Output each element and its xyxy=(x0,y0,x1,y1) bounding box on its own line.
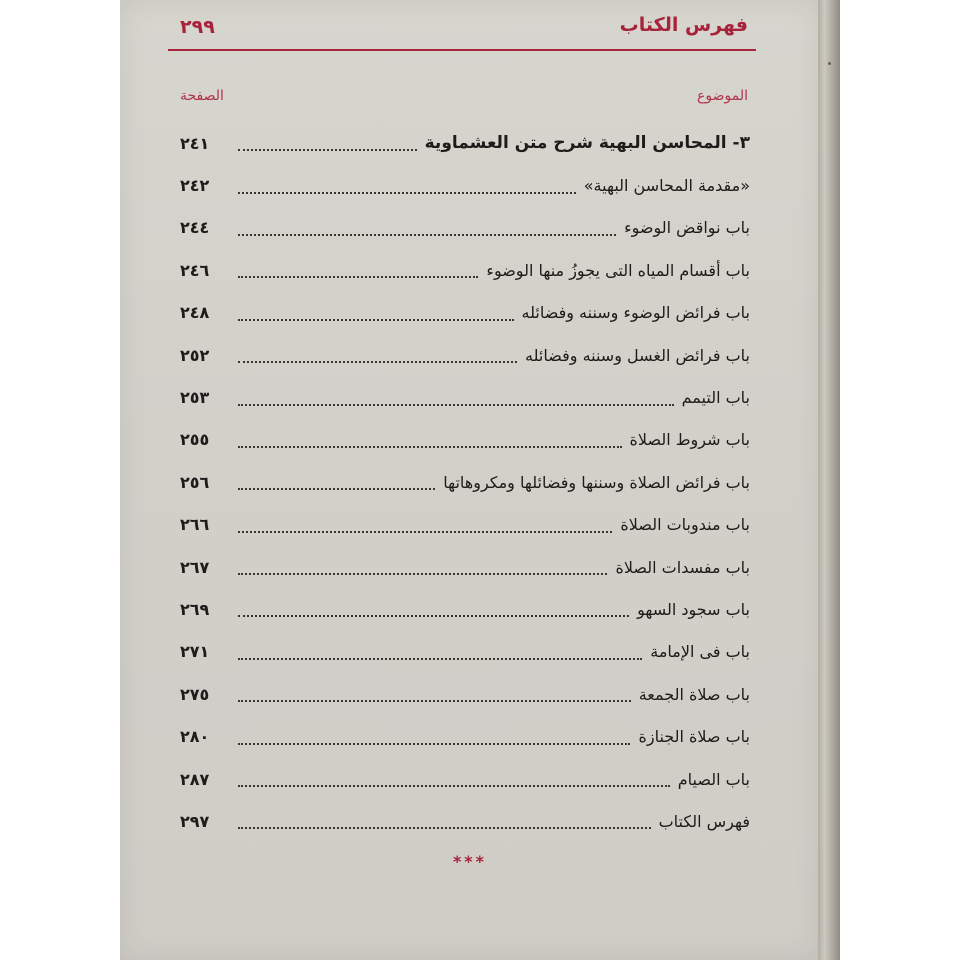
toc-entry xyxy=(180,504,750,546)
toc-entry xyxy=(180,292,750,334)
dot-leader xyxy=(238,192,576,194)
toc-entry xyxy=(180,800,750,842)
book-page xyxy=(120,0,820,960)
toc-entry-page: ٢٤٢ xyxy=(180,176,210,196)
toc-entry xyxy=(180,546,750,588)
toc-entry-title: باب فرائض الوضوء وسننه وفضائله xyxy=(521,303,750,323)
header-divider xyxy=(168,49,756,51)
dot-leader xyxy=(238,615,629,617)
toc-entry-title: ٣- المحاسن البهية شرح متن العشماوية xyxy=(424,133,750,154)
toc-entry-page: ٢٦٧ xyxy=(180,557,210,577)
table-of-contents xyxy=(180,122,750,843)
toc-entry xyxy=(180,673,750,715)
toc-entry-page: ٢٨٧ xyxy=(180,769,210,789)
toc-entry xyxy=(180,249,750,291)
toc-entry-title: باب سجود السهو xyxy=(637,599,750,619)
dot-leader xyxy=(238,276,478,278)
dot-leader xyxy=(238,446,622,448)
toc-entry-page: ٢٥٥ xyxy=(180,430,210,450)
toc-entry-page: ٢٥٦ xyxy=(180,472,210,492)
toc-entry xyxy=(180,334,750,376)
toc-entry-page: ٢٧٥ xyxy=(180,684,210,704)
toc-entry xyxy=(180,758,750,800)
toc-entry xyxy=(180,588,750,630)
page-speck xyxy=(828,62,831,65)
dot-leader xyxy=(238,234,616,236)
running-header-title: فهرس الكتاب xyxy=(619,14,748,36)
dot-leader xyxy=(238,404,674,406)
toc-entry-page: ٢٦٩ xyxy=(180,599,210,619)
toc-entry-title: باب مفسدات الصلاة xyxy=(615,557,750,577)
dot-leader xyxy=(238,531,612,533)
column-heading-subject: الموضوع xyxy=(697,88,748,104)
toc-entry-page: ٢٤١ xyxy=(180,133,210,153)
toc-entry-title: فهرس الكتاب xyxy=(658,811,750,831)
toc-entry xyxy=(180,376,750,418)
dot-leader xyxy=(238,785,670,787)
dot-leader xyxy=(238,488,435,490)
toc-entry-page: ٢٦٦ xyxy=(180,515,210,535)
toc-entry-page: ٢٧١ xyxy=(180,642,210,662)
toc-entry-page: ٢٤٤ xyxy=(180,218,210,238)
toc-entry-title: باب صلاة الجمعة xyxy=(638,684,750,704)
running-header-page-number: ٢٩٩ xyxy=(180,16,215,38)
toc-entry-title: باب التيمم xyxy=(681,388,750,408)
dot-leader xyxy=(238,658,642,660)
dot-leader xyxy=(238,149,417,151)
end-ornament: *** xyxy=(452,852,488,871)
page-edge-shadow xyxy=(818,0,840,960)
toc-entry xyxy=(180,122,750,164)
toc-entry xyxy=(180,419,750,461)
toc-entry xyxy=(180,715,750,757)
toc-entry-title: باب الصيام xyxy=(677,769,750,789)
toc-entry-page: ٢٩٧ xyxy=(180,811,210,831)
toc-entry-page: ٢٨٠ xyxy=(180,727,210,747)
toc-entry-page: ٢٥٢ xyxy=(180,345,210,365)
toc-entry-title: باب صلاة الجنازة xyxy=(638,727,750,747)
dot-leader xyxy=(238,319,514,321)
toc-entry-title: باب فرائض الصلاة وسننها وفضائلها ومكروهاتها xyxy=(443,472,750,492)
dot-leader xyxy=(238,573,607,575)
toc-entry-title: باب أقسام المياه التى يجوزُ منها الوضوء xyxy=(486,260,750,280)
toc-entry xyxy=(180,631,750,673)
dot-leader xyxy=(238,361,517,363)
toc-entry-page: ٢٤٨ xyxy=(180,303,210,323)
toc-entry xyxy=(180,461,750,503)
toc-entry-title: باب نواقض الوضوء xyxy=(624,218,750,238)
toc-entry-page: ٢٤٦ xyxy=(180,260,210,280)
toc-entry-page: ٢٥٣ xyxy=(180,388,210,408)
toc-entry-title: باب شروط الصلاة xyxy=(629,430,750,450)
dot-leader xyxy=(238,700,631,702)
toc-entry xyxy=(180,164,750,206)
dot-leader xyxy=(238,743,630,745)
column-heading-page: الصفحة xyxy=(180,88,224,104)
toc-entry-title: باب مندوبات الصلاة xyxy=(620,515,750,535)
toc-entry xyxy=(180,207,750,249)
toc-entry-title: «مقدمة المحاسن البهية» xyxy=(583,176,750,196)
toc-entry-title: باب فرائض الغسل وسننه وفضائله xyxy=(525,345,750,365)
dot-leader xyxy=(238,827,651,829)
toc-entry-title: باب فى الإمامة xyxy=(650,642,750,662)
